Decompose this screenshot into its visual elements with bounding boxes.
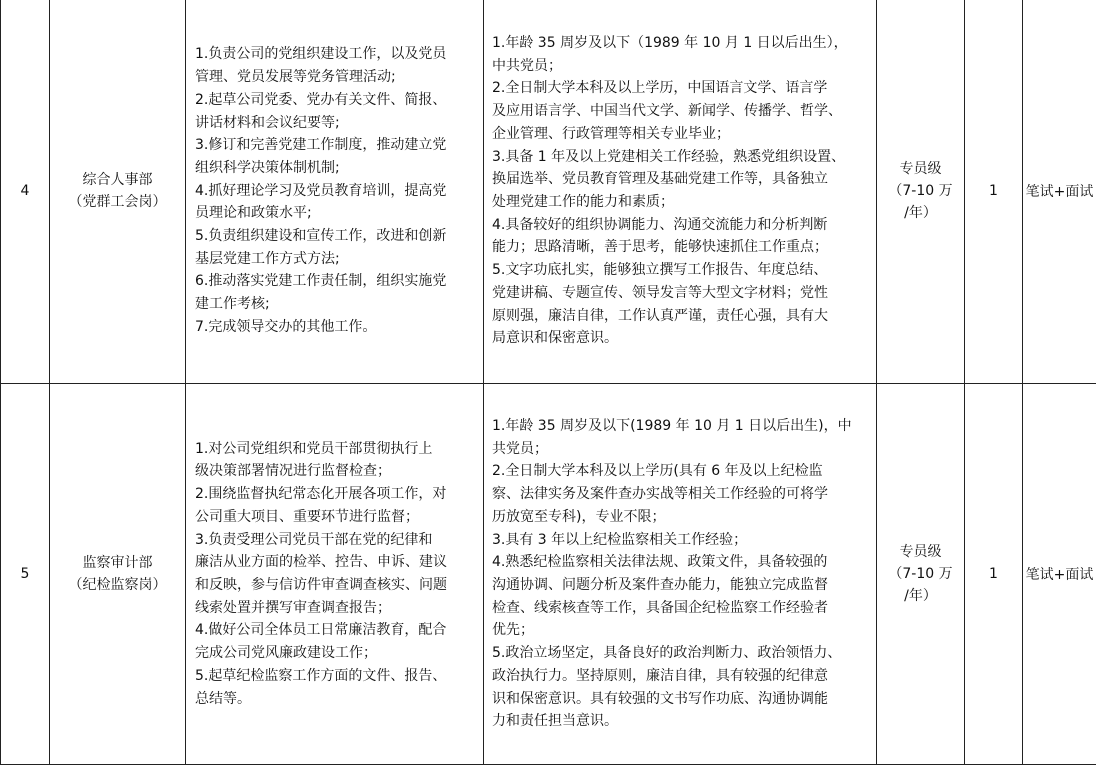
requirement-line: 中共党员； bbox=[492, 55, 868, 78]
duty-line: 完成公司党风廉政建设工作； bbox=[195, 642, 474, 665]
duty-line: 5.负责组织建设和宣传工作，改进和创新 bbox=[195, 225, 474, 248]
duty-line: 2.起草公司党委、党办有关文件、简报、 bbox=[195, 89, 474, 112]
exam-method-cell bbox=[1023, 0, 1096, 384]
requirement-line: 3.具有 3 年以上纪检监察相关工作经验； bbox=[492, 529, 868, 552]
requirement-line: 处理党建工作的能力和素质； bbox=[492, 191, 868, 214]
requirement-line: 沟通协调、问题分析及案件查办能力，能独立完成监督 bbox=[492, 574, 868, 597]
table-row bbox=[1, 0, 1096, 384]
duty-line: 3.负责受理公司党员干部在党的纪律和 bbox=[195, 529, 474, 552]
requirement-line: 优先； bbox=[492, 619, 868, 642]
department-line: 综合人事部 bbox=[50, 169, 185, 191]
requirement-line: 4.具备较好的组织协调能力、沟通交流能力和分析判断 bbox=[492, 214, 868, 237]
duty-line: 5.起草纪检监察工作方面的文件、报告、 bbox=[195, 665, 474, 688]
duties-cell bbox=[186, 0, 484, 384]
headcount: 1 bbox=[989, 566, 998, 582]
duty-line: 2.围绕监督执纪常态化开展各项工作，对 bbox=[195, 483, 474, 506]
requirements-cell bbox=[484, 0, 877, 384]
duty-line: 总结等。 bbox=[195, 688, 474, 711]
table-row bbox=[1, 384, 1096, 765]
duty-line: 廉洁从业方面的检举、控告、申诉、建议 bbox=[195, 551, 474, 574]
duty-line: 建工作考核; bbox=[195, 293, 474, 316]
requirement-line: 2.全日制大学本科及以上学历(具有 6 年及以上纪检监 bbox=[492, 460, 868, 483]
duty-line: 6.推动落实党建工作责任制，组织实施党 bbox=[195, 270, 474, 293]
level-line: /年） bbox=[877, 202, 964, 224]
headcount-cell bbox=[965, 0, 1023, 384]
requirement-line: 局意识和保密意识。 bbox=[492, 327, 868, 350]
row-number: 4 bbox=[21, 183, 30, 199]
requirement-line: 政治执行力。坚持原则，廉洁自律，具有较强的纪律意 bbox=[492, 665, 868, 688]
duty-line: 组织科学决策体制机制; bbox=[195, 157, 474, 180]
row-number-cell bbox=[1, 384, 50, 765]
requirement-line: 1.年龄 35 周岁及以下(1989 年 10 月 1 日以后出生)，中 bbox=[492, 415, 868, 438]
requirement-line: 5.文字功底扎实，能够独立撰写工作报告、年度总结、 bbox=[492, 259, 868, 282]
duty-line: 级决策部署情况进行监督检查； bbox=[195, 460, 474, 483]
level-line: 专员级 bbox=[877, 541, 964, 563]
headcount: 1 bbox=[989, 183, 998, 199]
duty-line: 3.修订和完善党建工作制度，推动建立党 bbox=[195, 134, 474, 157]
requirement-line: 检查、线索核查等工作，具备国企纪检监察工作经验者 bbox=[492, 597, 868, 620]
requirement-line: 历放宽至专科)，专业不限； bbox=[492, 506, 868, 529]
level-line: /年） bbox=[877, 585, 964, 607]
headcount-cell bbox=[965, 384, 1023, 765]
department-line: （纪检监察岗） bbox=[50, 574, 185, 596]
requirement-line: 察、法律实务及案件查办实战等相关工作经验的可将学 bbox=[492, 483, 868, 506]
department-cell bbox=[50, 384, 186, 765]
exam-method: 笔试+面试 bbox=[1026, 567, 1094, 583]
duty-line: 4.抓好理论学习及党员教育培训，提高党 bbox=[195, 180, 474, 203]
requirements-cell bbox=[484, 384, 877, 765]
requirement-line: 及应用语言学、中国当代文学、新闻学、传播学、哲学、 bbox=[492, 100, 868, 123]
level-line: 专员级 bbox=[877, 158, 964, 180]
requirement-line: 2.全日制大学本科及以上学历，中国语言文学、语言学 bbox=[492, 77, 868, 100]
level-salary-cell bbox=[877, 384, 965, 765]
duty-line: 线索处置并撰写审查调查报告； bbox=[195, 597, 474, 620]
duty-line: 基层党建工作方式方法; bbox=[195, 248, 474, 271]
duty-line: 公司重大项目、重要环节进行监督； bbox=[195, 506, 474, 529]
department-line: 监察审计部 bbox=[50, 552, 185, 574]
duties-cell bbox=[186, 384, 484, 765]
exam-method: 笔试+面试 bbox=[1026, 184, 1094, 200]
requirement-line: 能力；思路清晰，善于思考，能够快速抓住工作重点； bbox=[492, 236, 868, 259]
requirement-line: 原则强，廉洁自律，工作认真严谨，责任心强，具有大 bbox=[492, 305, 868, 328]
duty-line: 4.做好公司全体员工日常廉洁教育，配合 bbox=[195, 619, 474, 642]
row-number-cell bbox=[1, 0, 50, 384]
duty-line: 讲话材料和会议纪要等; bbox=[195, 112, 474, 135]
requirement-line: 力和责任担当意识。 bbox=[492, 710, 868, 733]
department-line: （党群工会岗） bbox=[50, 191, 185, 213]
requirement-line: 识和保密意识。具有较强的文书写作功底、沟通协调能 bbox=[492, 688, 868, 711]
row-number: 5 bbox=[21, 566, 30, 582]
requirement-line: 党建讲稿、专题宣传、领导发言等大型文字材料；党性 bbox=[492, 282, 868, 305]
department-cell bbox=[50, 0, 186, 384]
duty-line: 员理论和政策水平; bbox=[195, 202, 474, 225]
level-line: （7-10 万 bbox=[877, 180, 964, 202]
requirement-line: 企业管理、行政管理等相关专业毕业； bbox=[492, 123, 868, 146]
level-line: （7-10 万 bbox=[877, 563, 964, 585]
requirement-line: 4.熟悉纪检监察相关法律法规、政策文件，具备较强的 bbox=[492, 551, 868, 574]
requirement-line: 共党员； bbox=[492, 438, 868, 461]
duty-line: 1.负责公司的党组织建设工作，以及党员 bbox=[195, 43, 474, 66]
duty-line: 1.对公司党组织和党员干部贯彻执行上 bbox=[195, 438, 474, 461]
duty-line: 7.完成领导交办的其他工作。 bbox=[195, 316, 474, 339]
duty-line: 和反映，参与信访件审查调查核实、问题 bbox=[195, 574, 474, 597]
requirement-line: 5.政治立场坚定，具备良好的政治判断力、政治领悟力、 bbox=[492, 642, 868, 665]
table-body bbox=[1, 0, 1096, 765]
requirement-line: 1.年龄 35 周岁及以下（1989 年 10 月 1 日以后出生）， bbox=[492, 32, 868, 55]
duty-line: 管理、党员发展等党务管理活动; bbox=[195, 66, 474, 89]
exam-method-cell bbox=[1023, 384, 1096, 765]
requirement-line: 3.具备 1 年及以上党建相关工作经验，熟悉党组织设置、 bbox=[492, 146, 868, 169]
level-salary-cell bbox=[877, 0, 965, 384]
requirement-line: 换届选举、党员教育管理及基础党建工作等，具备独立 bbox=[492, 168, 868, 191]
